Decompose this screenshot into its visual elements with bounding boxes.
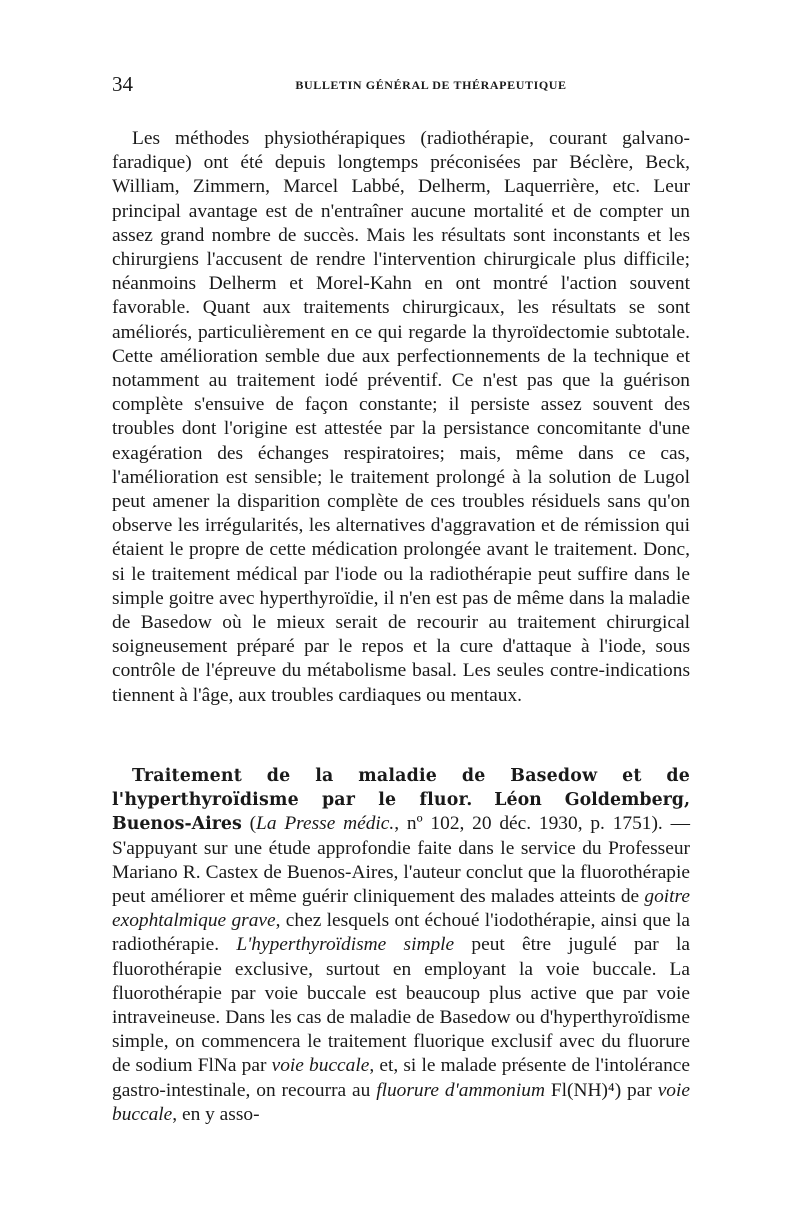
italic-term: voie buccale [271, 1055, 370, 1077]
citation-details: , nº 102, 20 déc. 1930, p. 1751). [394, 813, 663, 835]
paragraph-text: Les méthodes physiothérapiques (radiothérapie, courant galvano-faradique) ont été depuis longtemps préconisées par Béclère, Beck, William, Zimmern, Marcel Labbé, Delherm, Laquerrière, etc. Leur principal avantage est de n'entraîner aucune mortalité et de compter un assez grand nombre de succès. Mais les résultats sont inconstants et les chirurgiens l'accusent de rendre l'intervention chirurgicale plus difficile; néanmoins Delherm et Morel-Kahn en ont montré l'action souvent favorable. Quant aux traitements chirurgicaux, les résultats se sont améliorés, particulièrement en ce qui regarde la thyroïdectomie subtotale. Cette amélioration semble due aux perfectionnements de la technique et notamment au traitement iodé préventif. Ce n'est pas que la guérison complète s'ensuive de façon constante; il persiste assez souvent des troubles dont l'origine est attestée par la persistance concomitante d'une exagération des échanges respiratoires; mais, même dans ce cas, l'amélioration est sensible; le traitement prolongé à la solution de Lugol peut amener la disparition complète de ces troubles résiduels sans qu'on observe les irrégularités, les alternatives d'aggravation et de rémission qui étaient le propre de cette médication prolongée avant le traitement. Donc, si le traitement médical par l'iode ou la radiothérapie peut suffire dans le simple goitre avec hyperthyroïdie, il n'en est pas de même dans la maladie de Basedow où le mieux serait de recourir au traitement chirurgical soigneusement préparé par le repos et la cure d'attaque à l'iode, sous contrôle de l'épreuve du métabolisme basal. Les seules contre-indications tiennent à l'âge, aux troubles cardiaques ou mentaux. [112, 128, 690, 706]
page-number: 34 [112, 72, 133, 96]
body-text: , chez lesquels ont échoué l'iodothérapie, ainsi que la radiothérapie. [112, 910, 691, 956]
body-text: — S'appuyant sur une étude approfondie faite dans le service du Professeur Mariano R. Castex de Buenos-Aires, l'auteur conclut que la fluorothérapie peut améliorer et même guérir cliniquement des malades atteints de [112, 813, 690, 908]
body-text: , en y asso- [172, 1103, 260, 1125]
italic-term: voie buccale [112, 1079, 690, 1125]
body-text: , et, si le malade présente de l'intolérance gastro-intestinale, on recourra au [112, 1055, 690, 1101]
author-place: Buenos-Aires [112, 814, 242, 835]
citation-journal: La Presse médic. [256, 813, 395, 835]
journal-title: BULLETIN GÉNÉRAL DE THÉRAPEUTIQUE [295, 78, 567, 92]
citation-open: ( [241, 813, 257, 835]
running-head [112, 72, 690, 96]
italic-term: L'hyperthyroïdisme simple [236, 934, 455, 956]
paragraph-text [112, 764, 690, 1127]
section-heading: Traitement de la maladie de Basedow et de l'hyperthyroïdisme par le fluor. [112, 766, 690, 811]
body-text: peut être jugulé par la fluorothérapie exclusive, surtout en employant la voie buccale. La fluorothérapie par voie buccale est beaucoup plus active que par voie intraveineuse. Dans les cas de maladie de Basedow ou d'hyperthyroïdisme simple, on commencera le traitement fluorique exclusif avec du fluorure de sodium FlNa par [112, 934, 690, 1077]
paragraph-physiotherapy [112, 127, 690, 708]
author-name: Léon Goldemberg, [494, 790, 691, 811]
italic-term: goitre exophtalmique grave [112, 886, 690, 932]
paragraph-fluor-treatment [112, 764, 690, 1127]
body-text: Fl(NH)⁴) par [544, 1079, 658, 1101]
italic-term: fluorure d'ammonium [376, 1079, 545, 1101]
